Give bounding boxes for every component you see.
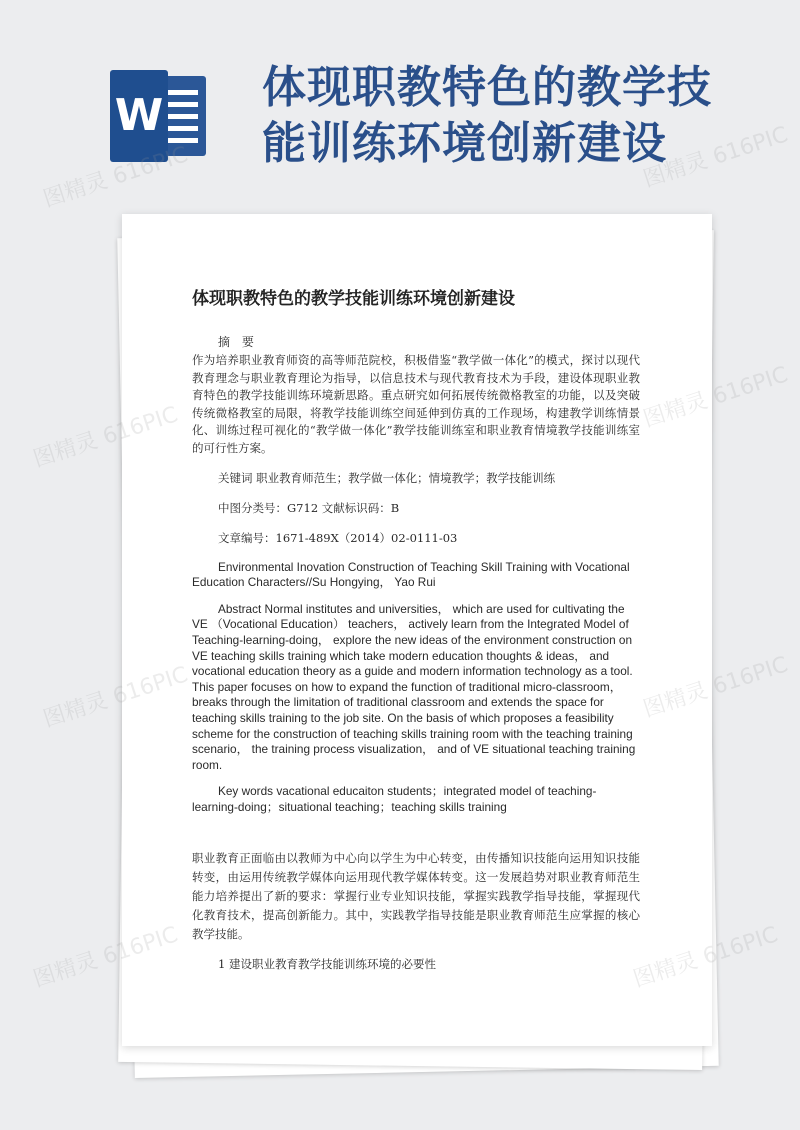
watermark: 图精灵 616PIC (40, 662, 191, 733)
doc-line (166, 114, 198, 119)
keywords-en: Key words vacational educaiton students；integrated model of teaching-learning-doing；situational teaching；teaching skills training (192, 784, 597, 814)
watermark: 图精灵 616PIC (640, 122, 791, 193)
page-title-line2: 能训练环境创新建设 (262, 118, 667, 169)
document-title: 体现职教特色的教学技能训练环境创新建设 (192, 289, 515, 309)
watermark: 图精灵 616PIC (640, 362, 791, 433)
document-page (122, 214, 712, 1046)
body-paragraph: 职业教育正面临由以教师为中心向以学生为中心转变，由传播知识技能向运用知识技能转变，由运用传统教学媒体向运用现代教学媒体转变。这一发展趋势对职业教育师范生能力培养提出了新的要求：掌握行业专业知识技能，掌握实践教学指导技能，掌握现代化教育技术，提高创新能力。其中，实践教学指导技能是职业教育师范生应掌握的核心教学技能。 (192, 851, 640, 942)
document-content (192, 284, 640, 972)
watermark: 图精灵 616PIC (30, 922, 181, 993)
article-number: 文章编号：1671-489X（2014）02-0111-03 (218, 530, 458, 545)
watermark: 图精灵 616PIC (40, 142, 191, 213)
section-heading: 1 建设职业教育教学技能训练环境的必要性 (218, 957, 436, 972)
abstract-cn: 作为培养职业教育师资的高等师范院校，积极借鉴“教学做一体化”的模式，探讨以现代教育理念与职业教育理论为指导，以信息技术与现代教育技术为手段，建设体现职业教育特色的教学技能训练环境新思路。重点研究如何拓展传统微格教室的功能，以及突破传统微格教室的局限，将教学技能训练空间延伸到仿真的工作现场，构建教学训练情景化、训练过程可视化的“教学做一体化”教学技能训练室和职业教育情境教学技能训练室的可行性方案。 (192, 353, 640, 455)
watermark: 616PIC (699, 922, 781, 970)
keywords-cn: 关键词 职业教育师范生；教学做一体化；情境教学；教学技能训练 (218, 470, 556, 485)
word-w-badge: W (110, 70, 168, 162)
page-title-line1: 体现职教特色的教学技 (262, 62, 712, 113)
doc-line (166, 126, 198, 131)
page-title (262, 60, 782, 172)
doc-line (166, 102, 198, 107)
header (0, 0, 800, 200)
english-title: Environmental Inovation Construction of Teaching Skill Training with Vocational Education Characters//Su Hongying， Yao Rui (192, 559, 630, 590)
classification-number: 中图分类号：G712 文献标识码：B (218, 500, 400, 515)
watermark: 图精灵 616PIC (30, 402, 181, 473)
abstract-label: 摘 要 (218, 335, 258, 349)
abstract-en: Abstract Normal institutes and universities， which are used for cultivating the VE （Vocational Education） teachers， actively learn from the Integrated Model of Teaching-learning-doing， explore the new ideas of the environment construction on VE teaching skills training which take modern education thoughts & ideas， and vocational education theory as a guide and modern information technology as a tool. This paper focuses on how to expand the function of traditional micro-classroom， breaks through the limitation of traditional classroom and extends the space for teaching skills training to the job site. On the basis of which proposes a feasibility scheme for the construction of teaching skills training room with the teaching training scenario， the training process visualization， and of VE situational teaching training room. (192, 601, 636, 772)
word-document-icon (110, 70, 210, 162)
doc-line (166, 90, 198, 95)
watermark: 图精灵 616PIC (640, 652, 791, 723)
doc-line (166, 138, 198, 143)
